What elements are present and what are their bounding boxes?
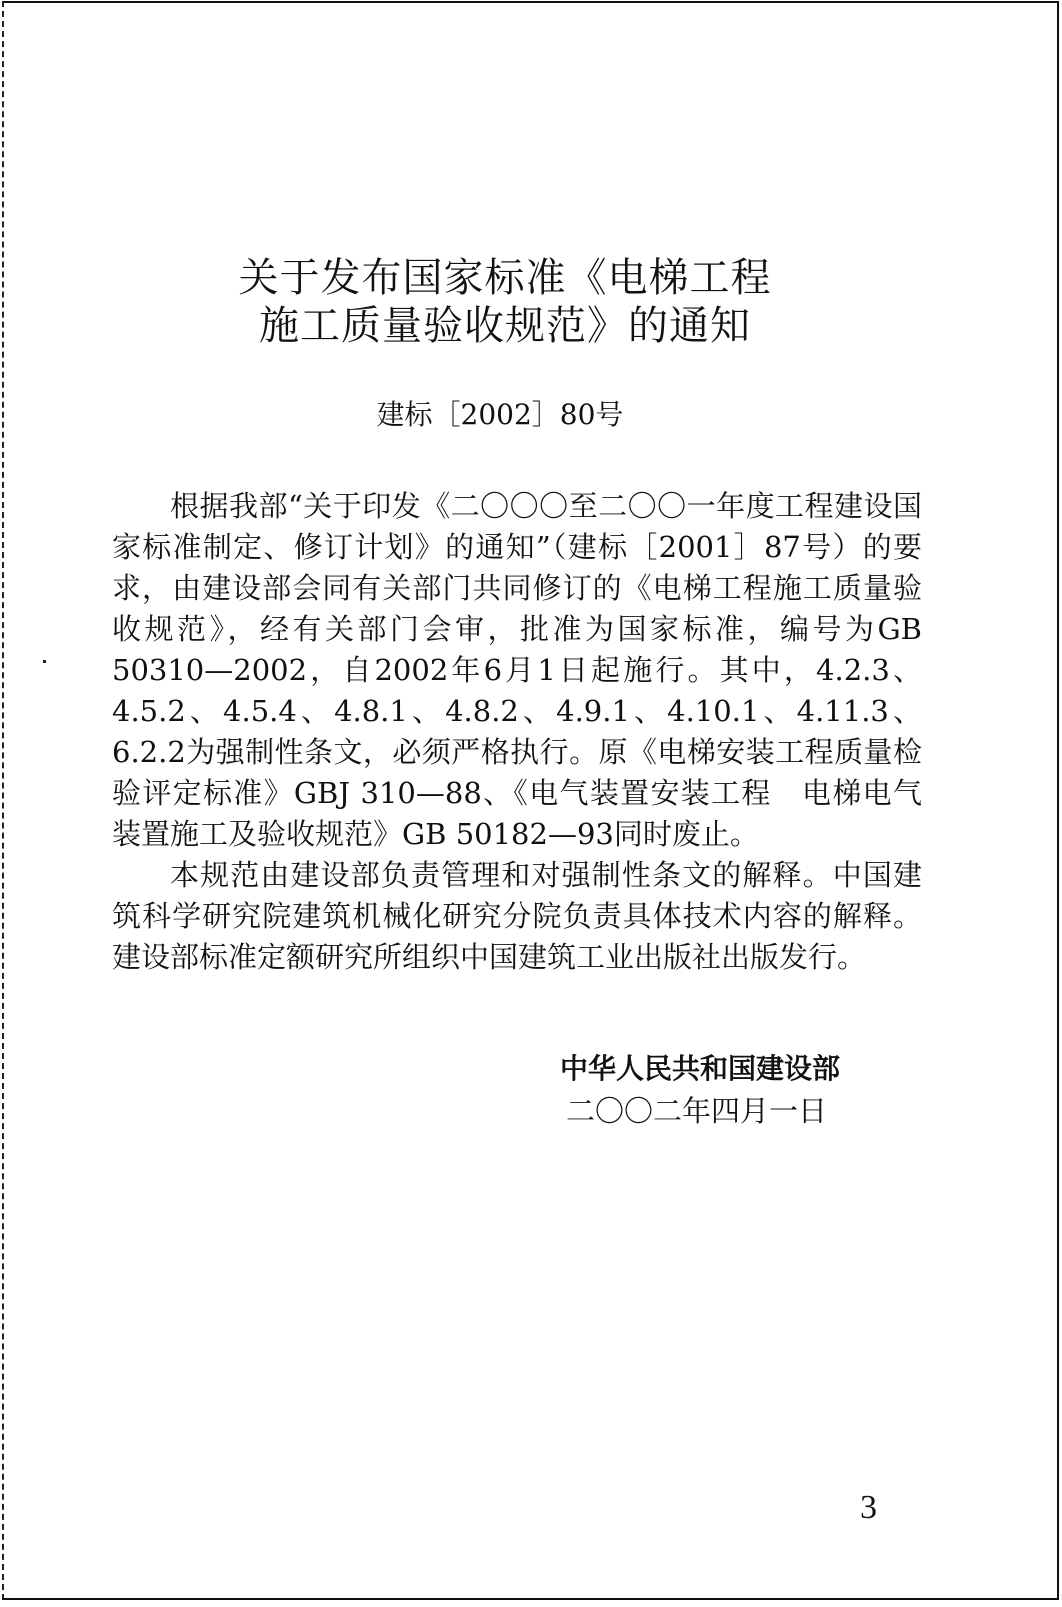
document-body xyxy=(112,486,922,978)
issue-date: 二〇〇二年四月一日 xyxy=(566,1094,828,1128)
paragraph-1: 根据我部“关于印发《二〇〇〇至二〇〇一年度工程建设国家标准制定、修订计划》的通知”（建标［2001］87号）的要求，由建设部会同有关部门共同修订的《电梯工程施工质量验收规范》，经有关部门会审，批准为国家标准，编号为GB 50310—2002，自2002年6月1日起施行。其中，4.2.3、4.5.2、4.5.4、4.8.1、4.8.2、4.9.1、4.10.1、4.11.3、6.2.2为强制性条文，必须严格执行。原《电梯安装工程质量检验评定标准》GBJ 310—88、《电气装置安装工程 电梯电气装置施工及验收规范》GB 50182—93同时废止。 xyxy=(112,489,922,851)
scan-artifact xyxy=(43,660,46,663)
signature-block xyxy=(560,1048,860,1132)
page-number: 3 xyxy=(860,1489,877,1526)
page-border-right xyxy=(1057,1,1059,1600)
document-title-line-2: 施工质量验收规范》的通知 xyxy=(259,303,751,349)
page-border-left xyxy=(2,1,4,1600)
document-title-line-1: 关于发布国家标准《电梯工程 xyxy=(238,255,772,301)
paragraph-2: 本规范由建设部负责管理和对强制性条文的解释。中国建筑科学研究院建筑机械化研究分院负责具体技术内容的解释。建设部标准定额研究所组织中国建筑工业出版社出版发行。 xyxy=(112,858,922,974)
page-border-bottom xyxy=(2,1598,1059,1600)
issuing-organization: 中华人民共和国建设部 xyxy=(560,1052,841,1085)
document-number: 建标［2002］80号 xyxy=(376,398,624,431)
page-border-top xyxy=(2,1,1059,3)
